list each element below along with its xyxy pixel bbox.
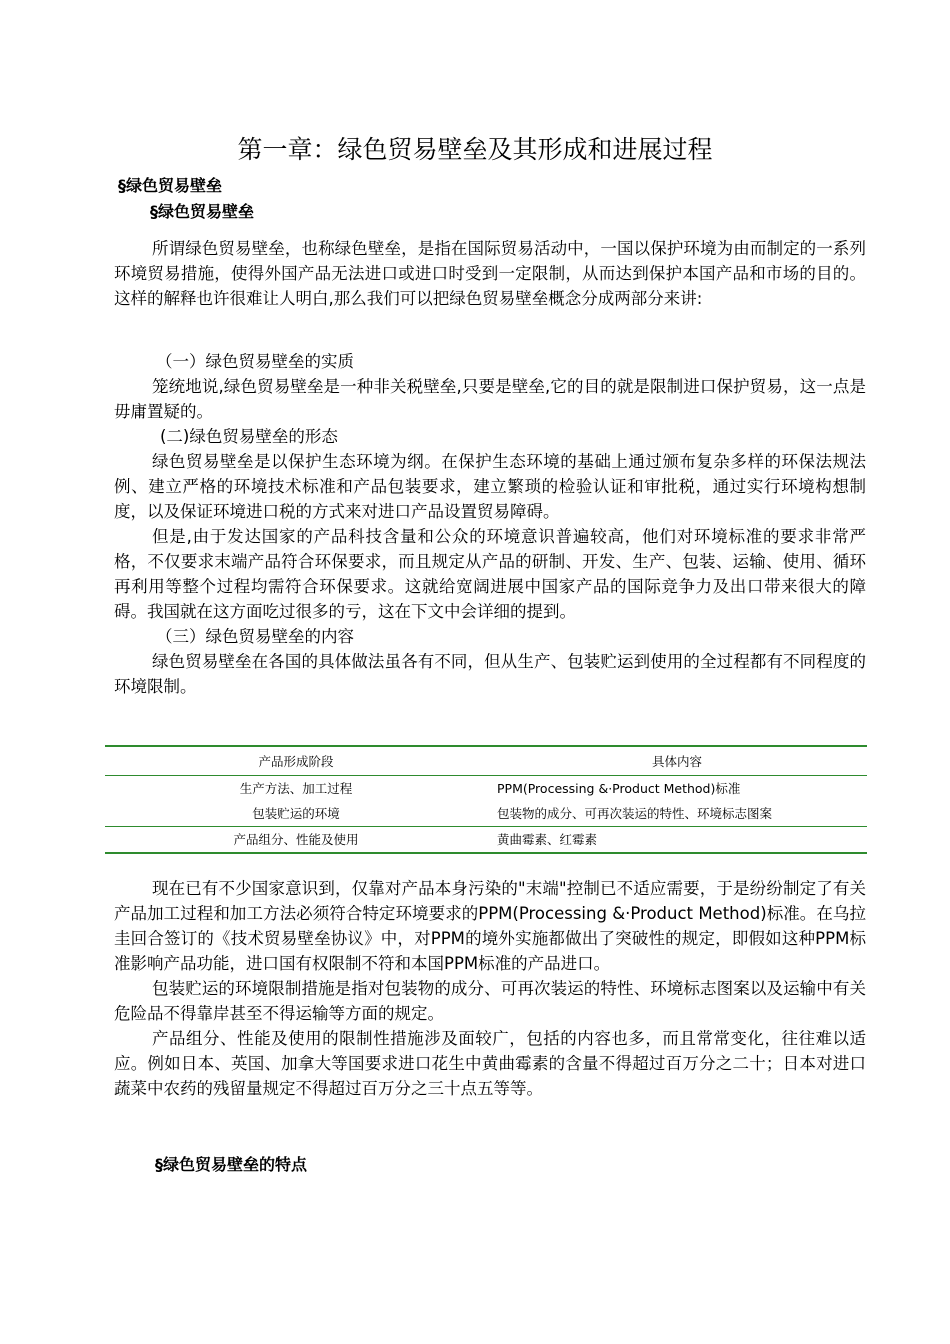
after-table-section: [114, 876, 866, 1101]
restriction-table: [105, 745, 867, 854]
section-3-title: （三）绿色贸易壁垒的内容: [156, 627, 354, 646]
features-heading: §绿色贸易壁垒的特点: [155, 1155, 308, 1174]
table-header-row: [105, 746, 867, 776]
table-header-stage: 产品形成阶段: [258, 753, 334, 769]
section-1-title: （一）绿色贸易壁垒的实质: [156, 352, 354, 371]
section-heading: §绿色贸易壁垒: [118, 176, 223, 195]
section-3-text: 绿色贸易壁垒在各国的具体做法虽各有不同，但从生产、包装贮运到使用的全过程都有不同程度的环境限制。: [114, 652, 866, 696]
chapter-title: 第一章：绿色贸易壁垒及其形成和进展过程: [237, 135, 713, 164]
subsection-heading: §绿色贸易壁垒: [150, 202, 255, 221]
section-2-text-1: 绿色贸易壁垒是以保护生态环境为纲。在保护生态环境的基础上通过颁布复杂多样的环保法规法例、建立严格的环境技术标准和产品包装要求，建立繁琐的检验认证和审批税，通过实行环境构想制度，以及保证环境进口税的方式来对进口产品设置贸易障碍。: [114, 452, 866, 521]
table-cell-stage: 产品组分、性能及使用: [233, 832, 359, 847]
table-cell-stage: 生产方法、加工过程: [239, 781, 353, 796]
content-sections: [114, 349, 866, 699]
table-header-content: 具体内容: [651, 753, 702, 769]
table-row: [105, 776, 867, 802]
table-row: [105, 827, 867, 854]
section-2-text-2: 但是,由于发达国家的产品科技含量和公众的环境意识普遍较高，他们对环境标准的要求非常严格，不仅要求末端产品符合环保要求，而且规定从产品的研制、开发、生产、包装、运输、使用、循环再利用等整个过程均需符合环保要求。这就给宽阔进展中国家产品的国际竞争力及出口带来很大的障碍。我国就在这方面吃过很多的亏，这在下文中会详细的提到。: [114, 527, 866, 621]
table-row: [105, 801, 867, 827]
table-cell-content: 包装物的成分、可再次装运的特性、环境标志图案: [497, 806, 773, 821]
section-2-title: (二)绿色贸易壁垒的形态: [160, 427, 338, 446]
after-table-paragraph-1: 现在已有不少国家意识到，仅靠对产品本身污染的"末端"控制已不适应需要，于是纷纷制定了有关产品加工过程和加工方法必须符合特定环境要求的PPM(Processing &·Product Method)标准。在乌拉圭回合签订的《技术贸易壁垒协议》中，对PPM的境外实施都做出了突破性的规定，即假如这种PPM标准影响产品功能，进口国有权限制不符和本国PPM标准的产品进口。: [114, 879, 866, 973]
table-cell-stage: 包装贮运的环境: [252, 806, 340, 821]
section-1-text: 笼统地说,绿色贸易壁垒是一种非关税壁垒,只要是壁垒,它的目的就是限制进口保护贸易，这一点是毋庸置疑的。: [114, 377, 866, 421]
table-cell-content: PPM(Processing &·Product Method)标准: [497, 781, 741, 796]
intro-paragraph: 所谓绿色贸易壁垒，也称绿色壁垒，是指在国际贸易活动中，一国以保护环境为由而制定的一系列环境贸易措施，使得外国产品无法进口或进口时受到一定限制，从而达到保护本国产品和市场的目的。这样的解释也许很难让人明白,那么我们可以把绿色贸易壁垒概念分成两部分来讲:: [114, 239, 866, 308]
after-table-paragraph-3: 产品组分、性能及使用的限制性措施涉及面较广，包括的内容也多，而且常常变化，往往难以适应。例如日本、英国、加拿大等国要求进口花生中黄曲霉素的含量不得超过百万分之二十；日本对进口蔬菜中农药的残留量规定不得超过百万分之三十点五等等。: [114, 1029, 866, 1098]
after-table-paragraph-2: 包装贮运的环境限制措施是指对包装物的成分、可再次装运的特性、环境标志图案以及运输中有关危险品不得靠岸甚至不得运输等方面的规定。: [114, 979, 866, 1023]
intro-section: [114, 236, 866, 311]
table-cell-content: 黄曲霉素、红霉素: [497, 832, 598, 847]
